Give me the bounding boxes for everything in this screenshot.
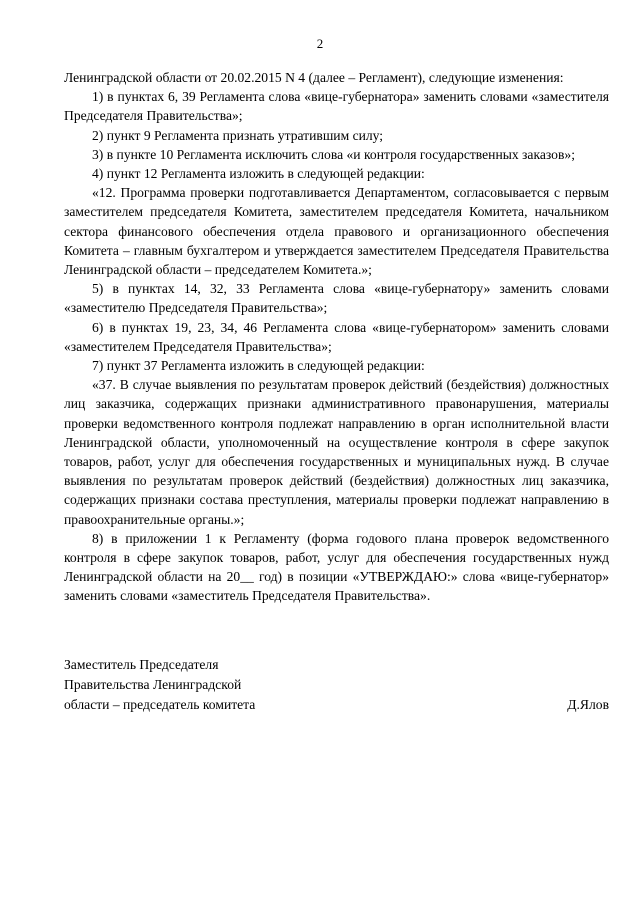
paragraph-item-7: 7) пункт 37 Регламента изложить в следующей редакции: bbox=[92, 358, 425, 374]
signatory-name: Д.Ялов bbox=[567, 697, 609, 712]
paragraph-item-1: 1) в пунктах 6, 39 Регламента слова «вице-губернатора» заменить словами «заместителя Председателя Правительства»; bbox=[64, 89, 609, 124]
signature-block bbox=[64, 655, 609, 715]
signature-row bbox=[64, 695, 609, 715]
paragraph-item-5: 5) в пунктах 14, 32, 33 Регламента слова «вице-губернатору» заменить словами «заместителю Председателя Правительства»; bbox=[64, 281, 609, 316]
paragraph-clause-37: «37. В случае выявления по результатам проверок действий (бездействия) должностных лиц заказчика, содержащих признаки административного правонарушения, материалы проверки ведомственного контроля подлежат направлению в орган исполнительной власти Ленинградской области, уполномоченный на осуществление контроля в сфере закупок товаров, работ, услуг для обеспечения государственных и муниципальных нужд. В случае выявления по результатам проверок действий (бездействия) должностных лиц заказчика, содержащих признаки состава преступления, материалы проверки подлежат направлению в правоохранительные органы.»; bbox=[64, 377, 609, 527]
signature-title-line-2: Правительства Ленинградской bbox=[64, 677, 242, 692]
paragraph-item-8: 8) в приложении 1 к Регламенту (форма годового плана проверок ведомственного контроля в сфере закупок товаров, работ, услуг для обеспечения государственных нужд Ленинградской области на 20__ год) в позиции «УТВЕРЖДАЮ:» слова «вице-губернатор» заменить словами «заместитель Председателя Правительства». bbox=[64, 530, 609, 604]
paragraph-item-3: 3) в пункте 10 Регламента исключить слова «и контроля государственных заказов»; bbox=[92, 146, 575, 162]
paragraph-intro: Ленинградской области от 20.02.2015 N 4 (далее – Регламент), следующие изменения: bbox=[64, 70, 564, 85]
paragraph-clause-12: «12. Программа проверки подготавливается Департаментом, согласовывается с первым заместителем председателя Комитета, заместителем председателя Комитета, начальником сектора финансового обеспечения отдела правового и организационного обеспечения Комитета – главным бухгалтером и утверждается заместителем Председателя Правительства Ленинградской области – председателем Комитета.»; bbox=[64, 185, 609, 278]
paragraph-item-4: 4) пункт 12 Регламента изложить в следующей редакции: bbox=[92, 166, 425, 182]
paragraph-item-6: 6) в пунктах 19, 23, 34, 46 Регламента слова «вице-губернатором» заменить словами «заместителем Председателя Правительства»; bbox=[64, 319, 609, 354]
document-body bbox=[64, 68, 609, 606]
page-number: 2 bbox=[316, 36, 324, 51]
signature-title-line-3: области – председатель комитета bbox=[64, 697, 256, 712]
paragraph-item-2: 2) пункт 9 Регламента признать утратившим силу; bbox=[92, 127, 384, 143]
signature-title-line-1: Заместитель Председателя bbox=[64, 657, 219, 672]
